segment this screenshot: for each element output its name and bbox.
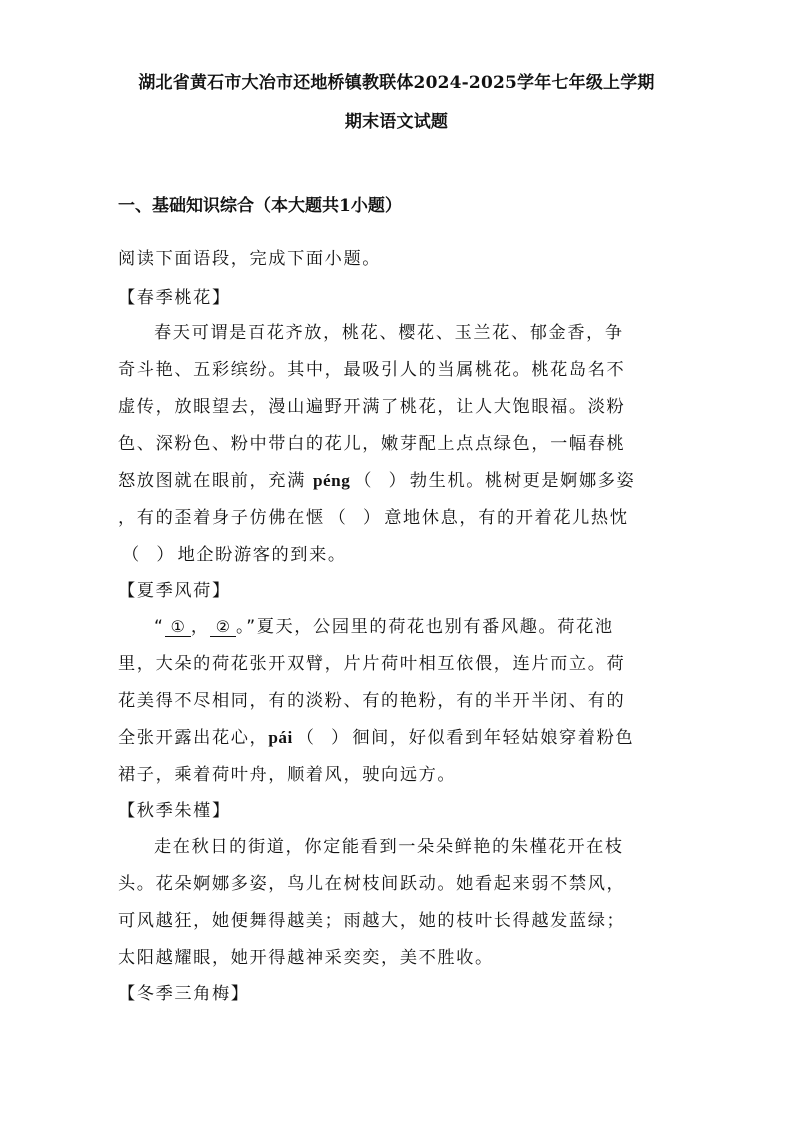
winter-heading: 【冬季三角梅】 [118,984,250,1004]
spring-line-2: 奇斗艳、五彩缤纷。其中，最吸引人的当属桃花。桃花岛名不 [118,360,626,380]
spring-line-6-text-b: 意地休息，有的开着花儿热忱 [384,508,629,528]
spring-line-7 [118,540,688,565]
summer-line-4-text-a: 全张开露出花心， [118,728,269,748]
autumn-line-1: 走在秋日的街道，你定能看到一朵朵鲜艳的朱槿花开在枝 [154,837,624,857]
pinyin-pai: pái [268,728,293,747]
circled-blank-2[interactable]: ② [210,617,236,637]
pinyin-peng: péng [312,471,351,490]
summer-line-1 [154,612,688,637]
autumn-line-3: 可风越狂，她便舞得越美；雨越大，她的枝叶长得越发蓝绿； [118,911,626,931]
page-title-line1: 湖北省黄石市大冶市还地桥镇教联体2024-2025学年七年级上学期 [138,73,655,93]
section-intro: 阅读下面语段，完成下面小题。 [118,249,382,269]
summer-open-quote: “ [154,617,165,637]
spring-line-5-text-a: 怒放图就在眼前，充满 [118,471,313,491]
spring-heading: 【春季桃花】 [118,288,231,308]
spring-line-3: 虚传，放眼望去，漫山遍野开满了桃花，让人大饱眼福。淡粉 [118,397,626,417]
spring-line-1: 春天可谓是百花齐放，桃花、樱花、玉兰花、郁金香，争 [154,323,624,343]
summer-heading: 【夏季风荷】 [118,581,231,601]
autumn-line-2: 头。花朵婀娜多姿，鸟儿在树枝间跃动。她看起来弱不禁风， [118,874,626,894]
answer-blank-3[interactable]: （ ） [122,545,174,565]
spring-line-7-text: 地企盼游客的到来。 [177,545,347,565]
circled-blank-1[interactable]: ① [165,617,191,637]
autumn-heading: 【秋季朱槿】 [118,801,231,821]
summer-line-3: 花美得不尽相同，有的淡粉、有的艳粉，有的半开半闭、有的 [118,691,626,711]
answer-blank-1[interactable]: （ ） [354,471,406,491]
autumn-line-4: 太阳越耀眼，她开得越神采奕奕，美不胜收。 [118,948,494,968]
summer-line-5: 裙子，乘着荷叶舟，顺着风，驶向远方。 [118,765,457,785]
spring-line-5-text-b: 勃生机。桃树更是婀娜多姿 [409,471,636,491]
summer-separator: ， [190,617,210,637]
page-title-line2: 期末语文试题 [344,112,449,132]
spring-line-6 [118,503,688,528]
summer-line-2: 里，大朵的荷花张开双臂，片片荷叶相互依偎，连片而立。荷 [118,654,626,674]
summer-line-4-text-b: 徊间，好似看到年轻姑娘穿着粉色 [352,728,635,748]
summer-line-4 [118,723,688,748]
answer-blank-4[interactable]: （ ） [296,728,349,748]
spring-line-6-text-a: ，有的歪着身子仿佛在惬 [118,508,325,528]
summer-line-1-text: 。”夏天，公园里的荷花也别有番风趣。荷花池 [236,617,614,637]
spring-line-5 [118,466,688,491]
spring-line-4: 色、深粉色、粉中带白的花儿，嫩芽配上点点绿色，一幅春桃 [118,434,626,454]
answer-blank-2[interactable]: （ ） [328,508,381,528]
section-heading: 一、基础知识综合（本大题共1小题） [118,196,402,216]
